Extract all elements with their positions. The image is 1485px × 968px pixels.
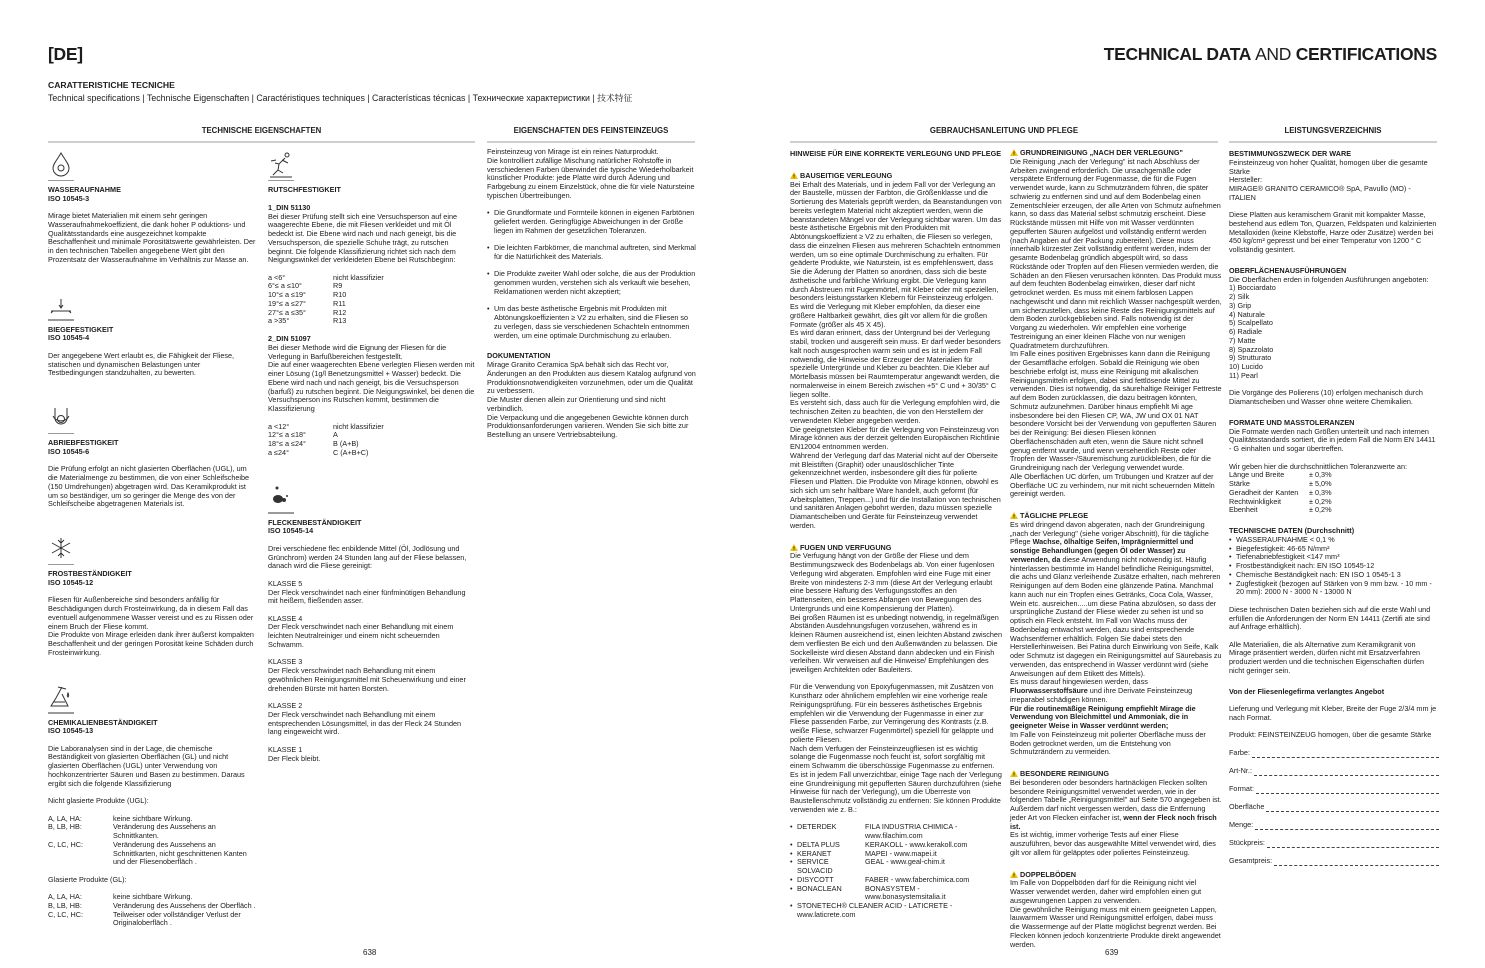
form-field-line <box>1267 840 1439 848</box>
table-value: ± 0,3% <box>1309 470 1332 480</box>
title-part-certifications: CERTIFICATIONS <box>1295 44 1437 64</box>
product-manufacturer: FABER - www.faberchimica.com <box>865 874 970 884</box>
norm-reference: ISO 10545-4 <box>48 333 90 343</box>
text: Im Falle von Feinsteinzeug mit polierter Oberfläche muss der Boden getrocknet werden, um die Entstehung von Schmutzrändern zu vermeiden. <box>1010 729 1206 757</box>
table-value: Veränderung des Aussehens an Schnittkarten, nicht geschnittenen Kanten und der Fliesenoberfläch . <box>113 839 247 867</box>
table-value: R10 <box>333 290 347 300</box>
classification-table <box>268 423 384 458</box>
warning-heading-text: TÄGLICHE PFLEGE <box>1020 511 1089 520</box>
warning-icon <box>790 172 798 179</box>
paragraph: Bei dieser Methode wird die Eignung der Fliesen für die Verlegung in Barfußbereichen festgestellt. Die auf einer waagerechten Ebene verlegten Fliesen werden mit einer Lösung (1g/l Benetzungsmittel + Wasser) bedeckt. Die Ebene wird nach und nach geneigt, bis die Versuchsperson (barfuß) zu rutschen beginnt. Die Neigungswinkel, bei denen die Versuchsperson ins Rutschen kommt, bestimmen die Klassifizierung <box>268 342 475 414</box>
table-value: Veränderung des Aussehens der Oberfläch . <box>113 900 256 910</box>
title-part-and: AND <box>1255 44 1292 64</box>
paragraph: KLASSE 2 Der Fleck verschwindet nach Behandlung mit einem entsprechenden Lösungsmittel, in das der Fleck 24 Stunden lang eingeweicht wird. <box>268 701 462 737</box>
subheading: 1_DIN 51130 <box>268 202 311 212</box>
table-value: A <box>333 430 338 440</box>
bullet-item: • Die leichten Farbkörner, die manchmal auftreten, sind Merkmal für die Natürlichkeit des Materials. <box>487 244 697 262</box>
classification-table <box>48 815 256 868</box>
bullet: • <box>790 848 793 858</box>
paragraph: KLASSE 1 Der Fleck bleibt. <box>268 744 321 763</box>
paragraph: Wir geben hier die durchschnittlichen Toleranzwerte an: <box>1229 461 1407 471</box>
product-name: DETERDEK <box>797 822 837 832</box>
product-name: STONETECH® CLEANER ACID - LATICRETE - www.laticrete.com <box>797 901 953 919</box>
rich-paragraph <box>1010 521 1222 757</box>
heading: FORMATE UND MASSTOLERANZEN <box>1229 417 1355 427</box>
heading: DOKUMENTATION <box>487 351 551 361</box>
bold-text: Für die routinemäßige Reinigung empfiehlt Mirage die Verwendung von Bleichmittel und Ammoniak, die in geeigneter Weise in Wasser verdünnt werden; <box>1010 703 1196 730</box>
form-field-label: Menge: <box>1229 820 1254 830</box>
abrasion-icon <box>48 404 76 432</box>
norm-reference: ISO 10545-6 <box>48 446 90 456</box>
heading: TECHNISCHE DATEN (Durchschnitt) <box>1229 526 1355 536</box>
paragraph: Der angegebene Wert erlaubt es, die Fähigkeit der Fliese, statischen und dynamischen Belastungen unter Testbedingungen standzuhalten, zu bewerten. <box>48 350 235 378</box>
table-value: C (A+B+C) <box>333 447 369 457</box>
paragraph: Die Prüfung erfolgt an nicht glasierten Oberflächen (UGL), um die Materialmenge zu bestimmen, die von einer Schleifscheibe (150 Umdrehungen) abgetragen wird. Das Keramikprodukt ist um so beständiger, um so geringer die Menge des von der Schleifscheibe abgetragenen Materials ist. <box>48 464 250 509</box>
form-field-label: Farbe: <box>1229 748 1250 758</box>
warning-heading-text: GRUNDREINIGUNG „NACH DER VERLEGUNG" <box>1020 148 1183 157</box>
table-label: 12°≤ a ≤18° <box>268 430 306 440</box>
product-manufacturer: KERAKOLL - www.kerakoll.com <box>865 839 968 849</box>
paragraph: Mirage Granito Ceramica SpA behält sich das Recht vor, Änderungen an den Produkten aus diesem Katalog aufgrund von Produktionsnotwendigkeiten vorzunehmen, oder um die Qualität zu verbessern. Die Muster dienen allein zur Orientierung und sind nicht verbindlich. Die Verpackung und die angegebenen Gewichte können durch Produktionsanforderungen variieren. Wenden Sie sich bitte zur Bestellung an unsere Vertriebsabteilung. <box>487 360 696 439</box>
paragraph: Die Oberflächen erden in folgenden Ausführungen angeboten: 1) Bocciardato 2) Silk 3) Grip 4) Naturale 5) Scalpellato 6) Radiale 7) Matte 8) Spazzolato 9) Strutturato 10) Lucido 11) Pearl <box>1229 274 1429 380</box>
section-header-gebrauchsanleitung: GEBRAUCHSANLEITUNG UND PFLEGE <box>790 126 1218 143</box>
property-title: BIEGEFESTIGKEIT <box>48 324 114 334</box>
form-field <box>1229 749 1439 758</box>
paragraph: Die Reinigung „nach der Verlegung" ist nach Abschluss der Arbeiten zwingend erforderlich. Die unsachgemäße oder verspätete Entfernung der Fugenmasse, die für die Fugen verwendet wurde, kann zu Schmutzrändern führen, die später schwierig zu entfernen sind und auf dem Bodenbelag einen Zementschleier erzeugen, der alle Arten von Schmutz aufnehmen kann, so dass das Material selbst schmutzig erscheint. Diese Rückstände müssen mit Hilfe von mit Wasser verdünnten gepufferten Säuren aufgelöst und vollständig entfernt werden (nach Angaben auf der Packung zubereiten). Diese muss innerhalb kürzester Zeit vollständig entfernt werden, indem der gesamte Bodenbelag gründlich abgespült wird, so dass Rückstände oder Tropfen auf den Fliesen vermieden werden, die Schäden an den Fliesen verursachen könnten. Das Produkt muss auf dem feuchten Bodenbelag einwirken, dieser darf nicht getrocknet werden. Es muss mit einem farblosen Lappen nachgewischt und dann mit reichlich Wasser nachgespült werden, um sicherzustellen, dass keine Reste des Reinigungsmittels auf dem Boden zurückgeblieben sind. Falls notwendig ist der Vorgang zu wiederholen. Wir empfehlen eine vorherige Testreinigung an einer kleinen Fläche von nur wenigen Quadratmetern durchzuführen. Im Falle eines positiven Ergebnisses kann dann die Reinigung der Gesamtfläche erfolgen. Sobald die Reinigung wie oben beschriebe erfolgt ist, muss eine Reinigung mit alkalischen Reinigungsmitteln erfolgen, dabei sind fettlösende Mittel zu verwenden. Dies ist notwendig, da säurehaltige Reiniger Fettreste auf dem Boden zurücklassen, die dazu beitragen könnten, Schmutz aufzunehmen. Darüber hinaus empfiehlt Mi age insbesondere bei den Fliesen CP, WA, JW und OX 01 NAT besondere Vorsicht bei der Verwendung von gepufferten Säuren bei der Reinigung: Bei diesen Fliesen können Oberflächenschäden auft eten, wenn die Säure nicht schnell genug entfernt wurde, und wenn versehentlich Reste oder Tropfen der Wasser-/Säuremischung zurückbleiben, die für die Grundreinigung nach der Verlegung verwendet wurde. Alle Oberflächen UC dürfen, um Trübungen und Kratzer auf der Oberfläche UC zu verhindern, nur mit nicht scheuernden Mitteln gereinigt werden. <box>1010 156 1222 499</box>
table-value: B (A+B) <box>333 439 359 449</box>
form-field-line <box>1266 804 1439 812</box>
stain-icon <box>268 484 296 512</box>
table-value: ± 5,0% <box>1309 479 1332 489</box>
table-value: nicht klassifizier <box>333 272 384 282</box>
table-value: ± 0,3% <box>1309 487 1332 497</box>
heading: Von der Fliesenlegefirma verlangtes Angebot <box>1229 686 1385 696</box>
table-label: 10°≤ a ≤19° <box>268 290 306 300</box>
property-title: CHEMIKALIENBESTÄNDIGKEIT <box>48 717 158 727</box>
text: diese Anwendung nicht notwendig ist. Häufig hinterlassen bestimmte im Handel befindliche Reinigungsmittel, die achs und Glanz verleihende Zusätze erhalten, nach mehreren Reinigungen auf dem Boden eine glänzende Patina. Manchmal kann auch nur ein Tropfen eines Getränks, Coca Cola, Wasser, Wein etc. ausreichen.....um diese Patina abzulösen, so dass der ursprüngliche Zustand der Fliese wieder zu sehen ist und so optisch ein Fleck entsteht. Im Fall von Wachs muss der Bodenbelag entwachst werden, dazu sind entsprechende Wachsentferner erhältlich. Folgen Sie dabei stets den Herstellerhinweisen. Bei Patina durch Einwirkung von Seife, Kalk oder Schmutz ist dagegen ein Reinigungsmittel auf Säurebasis zu verwenden, das entsprechend in Wasser verdünnt wird (siehe Anweisungen auf dem Etikett des Mittels). Es muss darauf hingewiesen werden, dass <box>1010 554 1222 687</box>
bullet-item: • Tiefenabriebfestigkeit <147 mm³ <box>1229 553 1439 562</box>
water-drop-icon <box>48 151 76 179</box>
bold-text: wenn der Fleck noch frisch ist. <box>1010 812 1217 831</box>
column-installation-care-1 <box>790 150 1002 920</box>
form-field <box>1229 785 1439 794</box>
warning-heading-text: FUGEN UND VERFUGUNG <box>800 542 892 552</box>
paragraph: Die Vorgänge des Polierens (10) erfolgen mechanisch durch Diamantscheiben und Wasser ohne weitere Chemikalien. <box>1229 388 1423 407</box>
section-header-feinsteinzeug: EIGENSCHAFTEN DES FEINSTEINZEUGS <box>487 126 695 143</box>
paragraph: Diese Platten aus keramischem Granit mit kompakter Masse, bestehend aus edlem Ton, Quarzen, Feldspaten und kalzinierten Metalloxiden (keine Klebstoffe, Harze oder Zusätze) werden bei 450 kg/cm² gepresst und bei einer Temperatur von 1200 ° C vollständig gesintert. <box>1229 210 1437 255</box>
icon-underline <box>48 180 74 182</box>
table-label: C, LC, HC: <box>48 839 84 849</box>
table-value: keine sichtbare Wirkung. <box>113 813 193 823</box>
paragraph: Nicht glasierte Produkte (UGL): <box>48 796 149 806</box>
bullet: • <box>790 883 793 893</box>
form-field-label: Oberfläche <box>1229 802 1265 812</box>
page-heading: CARATTERISTICHE TECNICHE <box>48 80 175 90</box>
table-label: Länge und Breite <box>1229 470 1285 480</box>
table-row <box>48 841 256 867</box>
paragraph: KLASSE 5 Der Fleck verschwindet nach einer fünfminütigen Behandlung mit heißem, fließenden asser. <box>268 578 466 606</box>
table-row <box>790 858 1002 876</box>
warning-icon <box>1010 770 1018 777</box>
page-title-right <box>1104 44 1437 65</box>
property-title: ABRIEBFESTIGKEIT <box>48 438 119 448</box>
product-name: BONACLEAN <box>797 883 842 893</box>
column-porcelain-properties <box>487 148 697 440</box>
product-name: DISYCOTT <box>797 874 834 884</box>
paragraph: Produkt: FEINSTEINZEUG homogen, über die gesamte Stärke <box>1229 730 1432 740</box>
bullet-item: • Die Grundformate und Formteile können in eigenen Farbtönen geliefert werden. Geringfügige Abweichungen in der Größe liegen im Rahmen der gesetzlichen Toleranzen. <box>487 209 697 235</box>
bullet: • <box>790 822 793 832</box>
paragraph: Alle Materialien, die als Alternative zum Keramikgranit von Mirage präsentiert werden, dürfen nicht mit Ersatzverfahren produziert werden und die technischen Eigenschaften dürfen nicht geringer sein. <box>1229 639 1425 675</box>
cleaning-products-table <box>790 823 1002 919</box>
rich-paragraph <box>1010 779 1222 858</box>
snowflake-icon <box>48 535 76 563</box>
column-technical-properties-2 <box>268 151 476 763</box>
paragraph: Drei verschiedene flec enbildende Mittel (Öl, Jodlösung und Grünchrom) werden 24 Stunden lang auf der Fliese belassen, danach wird die Fliese gereinigt: <box>268 543 467 571</box>
paragraph: Die Verfugung hängt von der Größe der Fliese und dem Bestimmungszweck des Bodenbelags ab. Von einer fugenlosen Verlegung wird abgeraten. Empfohlen wird eine Fuge mit einer Breite von mindestens 2-3 mm (diese Art der Verlegung erlaubt eine bessere Haftung des Verfugungsstoffes an den Plattenseiten, ein besseres Abfangen von Bewegungen des Untergrunds und eine Kompensierung der Platten). Bei großen Räumen ist es unbedingt notwendig, in regelmäßigen Abständen Ausdehnungsfugen vorzusehen, während es in kleinen Räumen ausreichend ist, einen leichten Abstand zwischen dem verfliesten Be eich und den Außenwänden zu belassen. Die Sockelleiste wird diesen Abstand dann abdecken und ein Finish verleihen. Wir verweisen auf die Hinweise/ Empfehlungen des jeweiligen Architekten oder Bauleiters. <box>790 551 1002 674</box>
table-label: Rechtwinkligkeit <box>1229 496 1281 506</box>
heading: HINWEISE FÜR EINE KORREKTE VERLEGUNG UND PFLEGE <box>790 149 1002 158</box>
table-label: B, LB, HB: <box>48 822 82 832</box>
property-title: RUTSCHFESTIGKEIT <box>268 185 341 194</box>
form-field-label: Stückpreis: <box>1229 838 1265 848</box>
bullet-item: • Zugfestigkeit (bezogen auf Stärken von 9 mm bzw. - 10 mm - 20 mm): 2000 N - 3000 N - 13000 N <box>1229 580 1439 598</box>
table-value: R9 <box>333 281 343 291</box>
paragraph: Bei dieser Prüfung stellt sich eine Versuchsperson auf eine waagerechte Ebene, die mit Fliesen verkleidet und mit Öl bedeckt ist. Die Ebene wird nach und nach geneigt, bis die Versuchsperson, die spezielle Schuhe trägt, zu rutschen beginnt. Die folgende Klassifizierung richtet sich nach dem Neigungswinkel der verkleideten Ebene bei Rutschbeginn: <box>268 211 458 265</box>
norm-reference: ISO 10545-12 <box>48 577 94 587</box>
heading: OBERFLÄCHENAUSFÜHRUNGEN <box>1229 265 1347 275</box>
classification-table <box>268 274 384 327</box>
form-field-label: Format: <box>1229 784 1254 794</box>
table-label: A, LA, HA: <box>48 813 82 823</box>
flask-icon <box>48 684 76 712</box>
slipping-person-icon <box>268 151 296 179</box>
column-installation-care-2 <box>1010 149 1222 949</box>
title-part-technical-data: TECHNICAL DATA <box>1103 44 1251 64</box>
table-label: B, LB, HB: <box>48 900 82 910</box>
page-number-left: 638 <box>363 948 377 957</box>
paragraph: Glasierte Produkte (GL): <box>48 874 127 884</box>
table-label: 18°≤ a ≤24° <box>268 439 306 449</box>
form-field <box>1229 821 1439 830</box>
paragraph: Mirage bietet Materialien mit einem sehr geringen Wasseraufnahmekoeffizient, die dank hoher P oduktions- und Qualitätsstandards eine ausgezeichnet kompakte Beschaffenheit und minimale Porositätswerte gewährleisten. Der in den technischen Tabellen angegebene Wert gibt den Prozentsatz der Wasseraufnahme im Verhältnis zur Masse an. <box>48 211 256 264</box>
paragraph: Lieferung und Verlegung mit Kleber, Breite der Fuge 2/3/4 mm je nach Format. <box>1229 704 1437 722</box>
table-value: R13 <box>333 316 347 326</box>
icon-underline <box>268 180 294 182</box>
subheading: 2_DIN 51097 <box>268 334 311 344</box>
property-title: FROSTBESTÄNDIGKEIT <box>48 569 132 579</box>
bending-icon <box>48 291 76 319</box>
bold-text: Fluorwasserstoffsäure <box>1010 686 1088 695</box>
table-label: C, LC, HC: <box>48 909 84 919</box>
bullet: • <box>790 839 793 849</box>
table-label: a >35° <box>268 316 290 326</box>
form-field-line <box>1274 858 1439 866</box>
language-code: [DE] <box>48 44 83 64</box>
table-label: Ebenheit <box>1229 505 1258 515</box>
form-field-label: Art-Nr.: <box>1229 766 1252 776</box>
bullet-item: • WASSERAUFNAHME < 0,1 % <box>1229 536 1439 545</box>
table-row <box>48 823 256 841</box>
paragraph: Die Formate werden nach Größen unterteilt und nach internen Qualitätsstandards sortiert, die in jedem Fall die Norm EN 14411 - G einhalten und sogar übertreffen. <box>1229 426 1436 454</box>
product-name: KERANET <box>797 848 832 858</box>
table-label: a <6° <box>268 272 286 282</box>
table-label: Stärke <box>1229 479 1250 489</box>
table-label: 6°≤ a ≤10° <box>268 281 302 291</box>
product-manufacturer: GEAL - www.geal-chim.it <box>865 857 945 867</box>
table-row <box>790 902 1002 920</box>
table-row <box>790 823 1002 841</box>
product-manufacturer: BONASYSTEM - www.bonasystemsitalia.it <box>865 883 946 902</box>
product-name: SERVICE SOLVACID <box>797 857 833 876</box>
table-row <box>790 885 1002 903</box>
column-technical-properties-1 <box>48 151 256 928</box>
section-header-technische-eigenschaften: TECHNISCHE EIGENSCHAFTEN <box>48 126 475 143</box>
icon-underline <box>48 433 74 435</box>
table-value: R11 <box>333 298 346 308</box>
bullet: • <box>790 901 793 911</box>
bullet-item: • Die Produkte zweiter Wahl oder solche, die aus der Produktion genommen wurden, verstehen sich als verkauft wie besehen, Reklamationen werden nicht akzeptiert; <box>487 270 697 296</box>
bullet-item: • Biegefestigkeit: 46-65 N/mm² <box>1229 545 1439 554</box>
paragraph: Feinsteinzeug von hoher Qualität, homogen über die gesamte Stärke Hersteller: MIRAGE® GRANITO CERAMICO® SpA, Pavullo (MO) - ITALIEN <box>1229 157 1428 202</box>
page-subtitle: Technical specifications | Technische Eigenschaften | Caractéristiques techniques | Características técnicas | Технические характеристики | 技术特征 <box>48 93 633 103</box>
section-header-leistungsverzeichnis: LEISTUNGSVERZEICHNIS <box>1229 126 1437 143</box>
table-row <box>1229 506 1332 515</box>
paragraph: KLASSE 4 Der Fleck verschwindet nach einer Behandlung mit einem leichten Neutralreiniger und einem nicht scheuernden Schwamm. <box>268 613 454 649</box>
property-title: FLECKENBESTÄNDIGKEIT <box>268 517 362 527</box>
bullet-item: • Chemische Beständigkeit nach: EN ISO 1 0545-1 3 <box>1229 571 1439 580</box>
text: und ihre Derivate Feinsteinzeug irreparabel schädigen können. <box>1010 686 1193 704</box>
table-row <box>268 317 384 326</box>
warning-icon <box>1010 149 1018 156</box>
classification-table <box>1229 471 1332 515</box>
table-value: Veränderung des Aussehens an Schnittkanten. <box>113 822 216 841</box>
product-manufacturer: MAPEI - www.mapei.it <box>865 848 937 858</box>
form-field-line <box>1256 786 1439 794</box>
table-label: 19°≤ a ≤27° <box>268 298 306 308</box>
paragraph: Im Falle von Doppelböden darf für die Reinigung nicht viel Wasser verwendet werden, daher wird empfohlen einen gut ausgewrungenen Lappen zu verwenden. Die gewöhnliche Reinigung muss mit einem geeigneten Lappen, lauwarmem Wasser und Reinigungsmittel erfolgen, dabei muss die Wassermenge auf der Platte möglichst begrenzt werden. Bei Flecken können jedoch konzentrierte Produkte direkt angewendet werden. <box>1010 878 1221 949</box>
column-specification <box>1229 150 1439 866</box>
warning-icon <box>1010 871 1018 878</box>
classification-table <box>48 893 256 928</box>
paragraph: Die Laboranalysen sind in der Lage, die chemische Beständigkeit von glasierten Oberflächen (GL) und nicht glasierten Oberflächen (UGL) unter Verwendung von hochkonzentrierter Säuren und Basen zu bestimmen. Daraus ergibt sich die folgende Klassifizierung <box>48 743 245 788</box>
bullet-item: • Frostbeständigkeit nach: EN ISO 10545-12 <box>1229 562 1439 571</box>
form-field-label: Gesamtpreis: <box>1229 856 1273 866</box>
page-number-right: 639 <box>1105 948 1119 957</box>
product-name: DELTA PLUS <box>797 839 840 849</box>
text: Es wird dringend davon abgeraten, nach der Grundreinigung „nach der Verlegung" (siehe voriger Abschnitt), für die tägliche Pflege <box>1010 519 1209 547</box>
paragraph: Bei Erhalt des Materials, und in jedem Fall vor der Verlegung an der Baustelle, müssen der Farbton, die Größenklasse und die Sortierung des Materials geprüft werden, da Beanstandungen von bereits verlegtem Material nicht akzeptiert werden, wenn die beanstandeten Mängel vor der Verlegung sichtbar waren. Um das beste ästhetische Ergebnis mit den Produkten mit Abtönungskoeffizient ≥ V2 zu erhalten, die Fliesen so verlegen, dass die einzelnen Fliesen aus mehreren Schachteln entnommen werden, um so eine optimale Durchmischung zu erhalten. Für geäderte Produkte, wie Naturstein, ist es empfehlenswert, dass Sie die Äderung der Platten so anordnen, dass sich die beste ästhetische und farbliche Wirkung ergibt. Die Verlegung kann durch Abstreuen mit Fugenmörtel, mit Kleber oder mit speziellen, besonders leistungsstarken Klebern für Feinsteinzeug erfolgen. Es wird die Verlegung mit Kleber empfohlen, da dieser eine größere Haltbarkeit gewährt, dies gilt vor allem für die großen Formate (größer als 45 X 45). Es wird daran erinnert, dass der Untergrund bei der Verlegung stabil, trocken und ausgereift sein muss. Er darf weder besonders kalt noch ausgesprochen warm sein und es ist in jedem Fall notwendig, die Hinweise der Erzeuger der Materialien für spezielle Untergründe und Kleber zu beachten. Die Kleber auf Mörtelbasis müssen bei Raumtemperatur angewandt werden, die normalerweise in einem Bereich zwischen +5° C und + 30/35° C liegen sollte. Es versteht sich, dass auch für die Verlegung empfohlen wird, die technischen Zeiten zu beachten, die von den Herstellern der verwendeten Kleber angegeben werden. Die geeignetsten Kleber für die Verlegung von Feinsteinzeug von Mirage können aus der derzeit geltenden Europäischen Richtlinie EN12004 entnommen werden. Während der Verlegung darf das Material nicht auf der Oberseite mit Bleistiften (Graphit) oder unauslöschlicher Tinte gekennzeichnet werden, insbesondere gilt dies für polierte Fliesen und Platten. Die Produkte von Mirage können, obwohl es sich sich um sehr haltbare Ware handelt, auch geformt (für Arbeitsplatten, Treppen...) und für die Installation von technischen und sanitären Anlagen gebohrt werden, dazu müssen spezielle Diamantscheiben und Geräte für Feinsteinzeug verwendet werden. <box>790 179 1002 530</box>
paragraph: KLASSE 3 Der Fleck verschwindet nach Behandlung mit einem gewöhnlichen Reinigungsmittel mit Scheuerwirkung und einer drehenden Bürste mit harten Borsten. <box>268 657 466 693</box>
table-value: Teilweiser oder vollständiger Verlust der Originaloberfläch . <box>113 909 241 928</box>
form-field <box>1229 803 1439 812</box>
table-value: nicht klassifizier <box>333 421 384 431</box>
warning-icon <box>790 544 798 551</box>
table-value: ± 0,2% <box>1309 505 1332 515</box>
form-field-line <box>1254 768 1439 776</box>
norm-reference: ISO 10545-13 <box>48 726 94 736</box>
table-label: Geradheit der Kanten <box>1229 487 1299 497</box>
paragraph: Für die Verwendung von Epoxyfugenmassen, mit Zusätzen von Kunstharz oder ähnlichem empfehlen wir eine vorherige reale Reinigungsprüfung. Für ein besseres ästhetisches Ergebnis empfehlen wir die Verwendung der Fugenmasse in einer zur Fliese passenden Farbe, zur Verringerung des Kontrasts (z.B. weiße Fliese, schwarzer Fugenmörtel) speziell für geläppte und polierte Fliesen. Nach dem Verfugen der Feinsteinzeugfliesen ist es wichtig solange die Fugenmasse noch feucht ist, sofort sorgfältig mit einem Schwamm die überschüssige Fugenmasse zu entfernen. Es ist in jedem Fall unverzichtbar, einige Tage nach der Verlegung eine Grundreinigung mit gepufferten Säuren durchzuführen (siehe Hinweise für nach der Verlegung), um die Überreste von Baustellenschmutz vollständig zu entfernen: Sie können Produkte verwenden wie z. B.: <box>790 682 1002 814</box>
table-row <box>48 911 256 929</box>
paragraph: Fliesen für Außenbereiche sind besonders anfällig für Beschädigungen durch Frosteinwirkung, da in diesem Fall das eventuell aufgenommene Wasser vereist und es zu Rissen oder einem Bruch der Fliese kommt. Die Produkte von Mirage erleiden dank ihrer äußerst kompakten Beschaffenheit und der geringen Porosität keine Schäden durch Frosteinwirkung. <box>48 595 254 657</box>
bullet-item: • Um das beste ästhetische Ergebnis mit Produkten mit Abtönungskoeffizienten ≥ V2 zu erhalten, sind die Fliesen so zu verlegen, dass sie verschiedenen Schachteln entnommen werden, um eine optimale Durchmischung zu erlauben. <box>487 305 697 340</box>
table-label: a ≤24° <box>268 447 289 457</box>
table-value: R12 <box>333 307 347 317</box>
icon-underline <box>48 319 74 321</box>
table-row <box>268 449 384 458</box>
property-title: WASSERAUFNAHME <box>48 185 121 194</box>
norm-reference: ISO 10545-14 <box>268 526 314 536</box>
text: Es ist wichtig, immer vorherige Tests auf einer Fliese auszuführen, bevor das ausgewählte Mittel verwendet wird, dies gilt vor allem für geläpptes oder poliertes Feinsteinzeug. <box>1010 830 1216 857</box>
icon-underline <box>48 564 74 566</box>
icon-underline <box>48 712 74 714</box>
table-value: ± 0,2% <box>1309 496 1332 506</box>
form-field-line <box>1255 822 1439 830</box>
norm-reference: ISO 10545-3 <box>48 193 90 203</box>
heading: BESTIMMUNGSZWECK DER WARE <box>1229 149 1352 158</box>
warning-heading-text: DOPPELBÖDEN <box>1020 869 1076 879</box>
form-field <box>1229 857 1439 866</box>
form-field <box>1229 839 1439 848</box>
warning-heading-text: BESONDERE REINIGUNG <box>1020 769 1110 778</box>
warning-icon <box>1010 512 1018 519</box>
table-label: A, LA, HA: <box>48 892 82 902</box>
table-label: a <12° <box>268 421 290 431</box>
table-value: keine sichtbare Wirkung. <box>113 892 193 902</box>
paragraph: Feinsteinzeug von Mirage ist ein reines Naturprodukt. Die kontrolliert zufällige Mischung natürlicher Rohstoffe in verschiedenen Farben überwindet die typische Wiederholbarkeit künstlicher Produkte: jede Platte wird durch Äderung und Farbgebung zu einem Einzelstück, ohne die für viele Natursteine typischen Übertreibungen. <box>487 147 695 200</box>
warning-heading-text: BAUSEITIGE VERLEGUNG <box>800 170 893 180</box>
icon-underline <box>268 512 294 514</box>
bullet: • <box>790 857 793 867</box>
product-manufacturer: FILA INDUSTRIA CHIMICA - www.filachim.com <box>865 822 958 841</box>
table-label: 27°≤ a ≤35° <box>268 307 306 317</box>
text: Bei besonderen oder besonders hartnäckigen Flecken sollten besondere Reinigungsmittel verwendet werden, wie in der folgenden Tabelle „Reinigungsmittel" auf Seite 570 angegeben ist. Außerdem darf nicht vergessen werden, dass die Entfernung jeder Art von Flecken einfacher ist, <box>1010 777 1222 822</box>
bullet: • <box>790 874 793 884</box>
paragraph: Diese technischen Daten beziehen sich auf die erste Wahl und erfüllen die Anforderungen der Norm EN 14411 (Zertifi ate sind auf Anfrage erhältlich). <box>1229 604 1431 632</box>
form-field-line <box>1252 750 1439 758</box>
form-field <box>1229 767 1439 776</box>
bold-text: Wachse, ölhaltige Seifen, Imprägniermittel und sonstige Behandlungen (gegen Öl oder Wasser) zu verwenden, da <box>1010 537 1194 564</box>
